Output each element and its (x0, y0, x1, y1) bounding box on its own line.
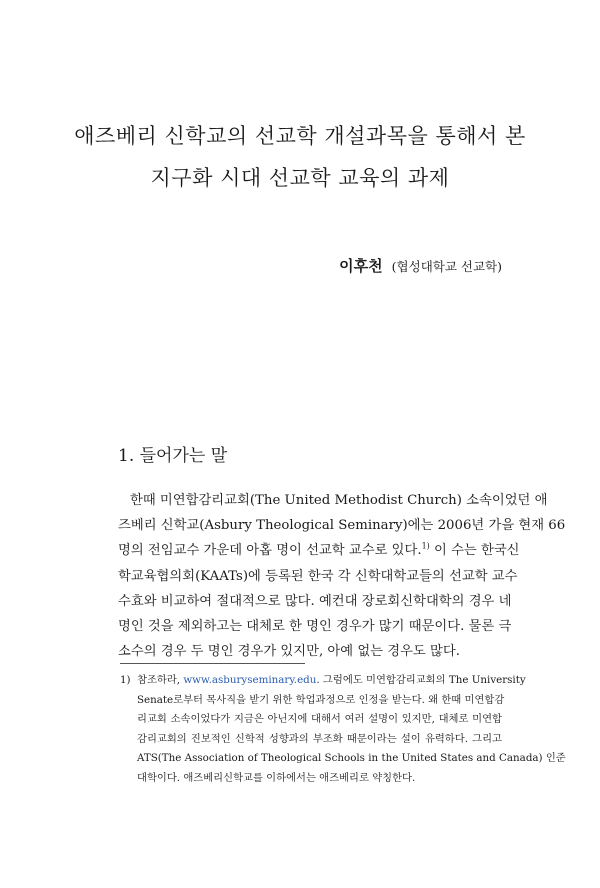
body-line: 소수의 경우 두 명인 경우가 있지만, 아예 없는 경우도 많다. (118, 644, 460, 660)
body-line: 명인 것을 제외하고는 대체로 한 명인 경우가 많기 때문이다. 물론 극 (118, 619, 512, 635)
footnote-line: 대학이다. 애즈베리신학교를 이하에서는 애즈베리로 약칭한다. (137, 771, 416, 784)
body-paragraph (118, 488, 566, 664)
footnote-divider (120, 663, 305, 664)
footnote-line-rest: . 그럼에도 미연합감리교회의 The University (316, 674, 526, 686)
body-line (118, 538, 520, 563)
author-affiliation: (협성대학교 선교학) (391, 259, 502, 274)
body-line: 즈베리 신학교(Asbury Theological Seminary)에는 2006년 가을 현재 66 (118, 518, 566, 534)
section-heading: 1. 들어가는 말 (118, 446, 228, 466)
paper-title (60, 115, 540, 199)
footnote-lead: 참조하라, (137, 674, 184, 686)
body-line-part: 명의 전임교수 가운데 아홉 명이 선교학 교수로 있다. (118, 543, 422, 559)
footnote-marker[interactable]: 1) (421, 541, 430, 551)
title-line-2: 지구화 시대 선교학 교육의 과제 (150, 166, 450, 190)
footnote-link[interactable]: www.asburyseminary.edu (183, 674, 317, 686)
footnote-line: 감리교회의 진보적인 신학적 성향과의 부조화 때문이라는 설이 유력하다. 그리고 (137, 732, 502, 745)
author-name: 이후천 (339, 257, 383, 275)
body-line: 수효와 비교하여 절대적으로 많다. 예컨대 장로회신학대학의 경우 네 (118, 593, 512, 609)
body-line-part: 이 수는 한국신 (429, 543, 520, 559)
footnote-line: ATS(The Association of Theological Schools in the United States and Canada) 인준 (137, 752, 566, 764)
footnote (120, 671, 566, 788)
body-line: 한때 미연합감리교회(The United Methodist Church) 소속이었던 애 (130, 493, 548, 508)
footnote-line: Senate로부터 목사직을 받기 위한 학업과정으로 인정을 받는다. 왜 한때 미연합감 (137, 693, 505, 706)
author-block (339, 255, 502, 276)
footnote-line: 리교회 소속이었다가 지금은 아닌지에 대해서 여러 설명이 있지만, 대체로 미연합 (137, 713, 502, 725)
body-line: 학교육협의회(KAATs)에 등록된 한국 각 신학대학교들의 선교학 교수 (118, 568, 518, 584)
footnote-line (120, 671, 526, 691)
title-line-1: 애즈베리 신학교의 선교학 개설과목을 통해서 본 (74, 124, 526, 148)
footnote-number: 1) (120, 674, 131, 686)
